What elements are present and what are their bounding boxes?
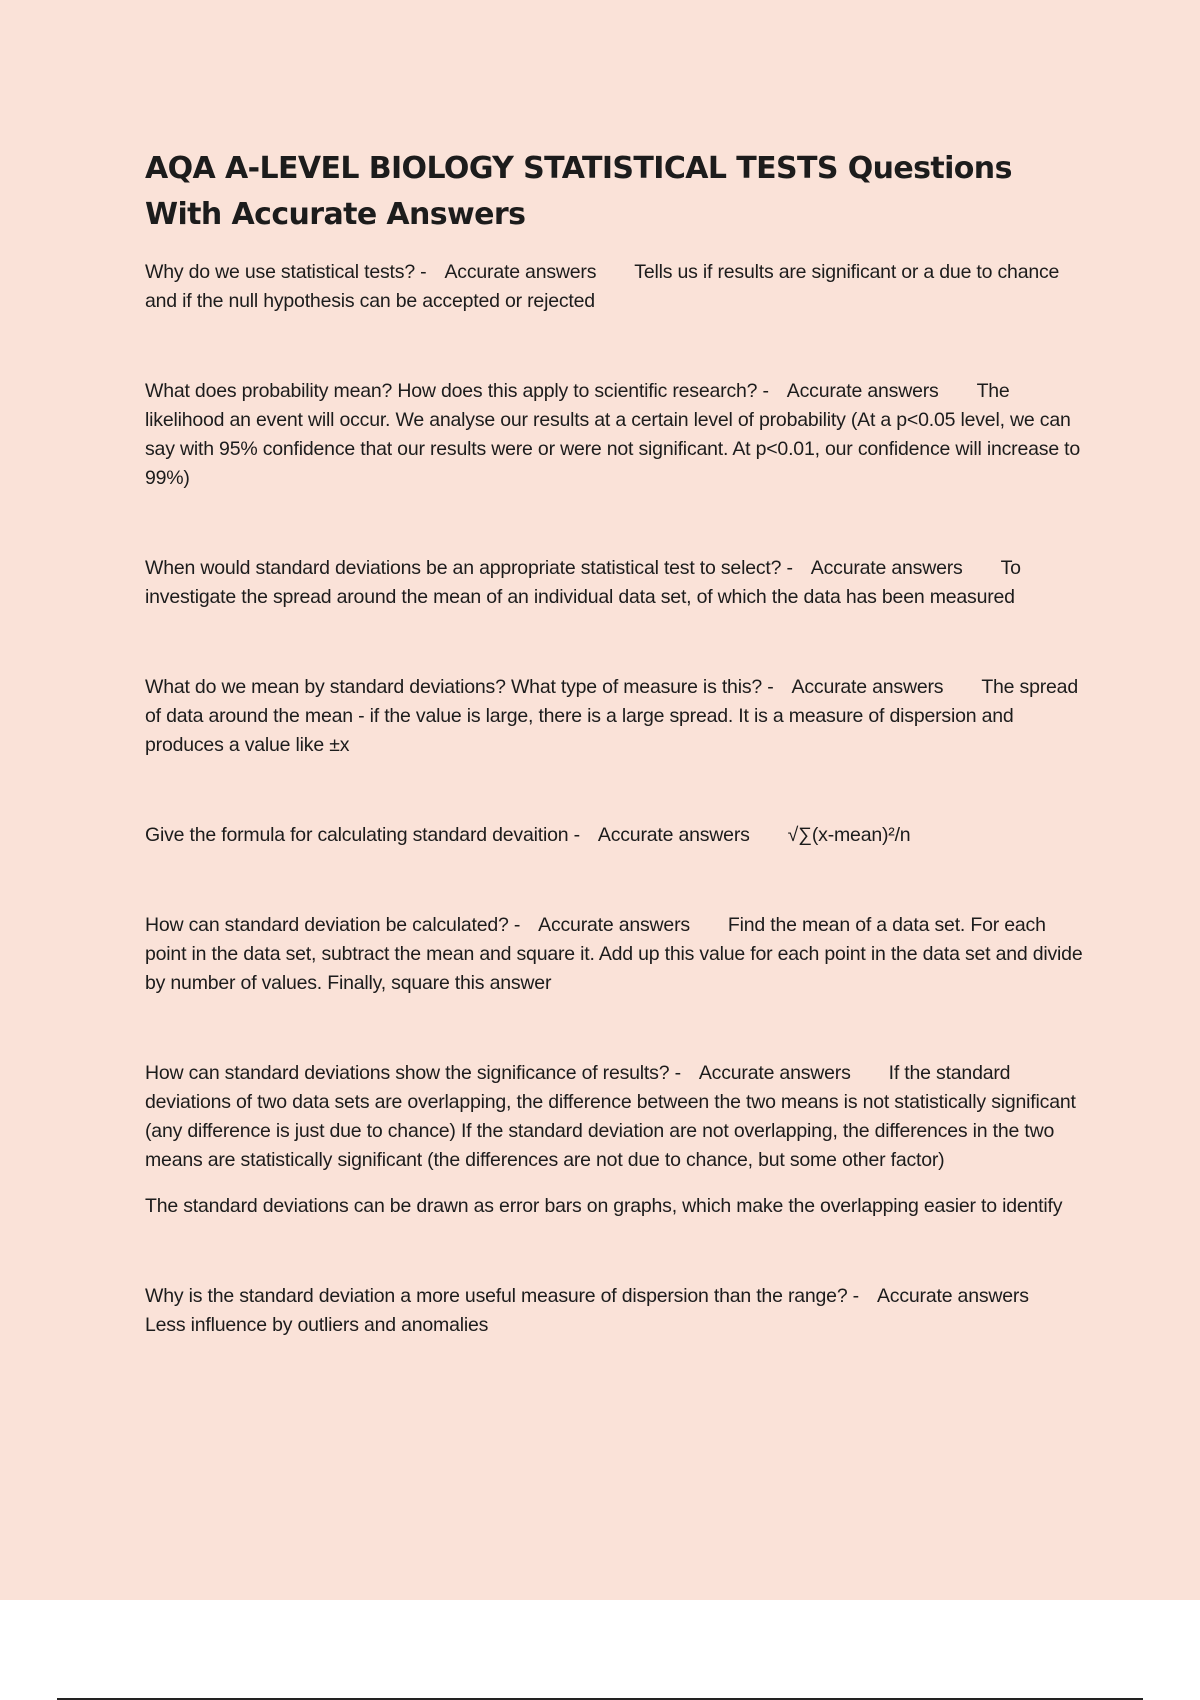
qa-item [145,1282,1090,1340]
question-text: When would standard deviations be an appropriate statistical test to select? - [145,557,793,579]
document-content [145,146,1090,1340]
answer-label: Accurate answers [538,914,690,936]
page-title: AQA A-LEVEL BIOLOGY STATISTICAL TESTS Questions With Accurate Answers [145,151,1012,232]
qa-item [145,673,1090,760]
answer-text: The likelihood an event will occur. We analyse our results at a certain level of probability (At a p<0.05 level, we can say with 95% confidence that our results were or were not significant. At p<0.01, our confidence will increase to 99%) [145,380,1081,489]
qa-item [145,377,1090,493]
answer-label: Accurate answers [791,676,944,698]
answer-text: To investigate the spread around the mean of an individual data set, of which the data has been measured [145,557,1021,608]
qa-item [145,554,1090,612]
qa-item [145,258,1090,316]
question-text: How can standard deviations show the significance of results? - [145,1062,681,1084]
qa-item [145,911,1090,998]
answer-continuation: The standard deviations can be drawn as error bars on graphs, which make the overlapping easier to identify [145,1195,1063,1217]
answer-formula: √∑(x-mean)²/n [787,824,911,846]
question-text: Why do we use statistical tests? - [145,261,427,283]
answer-text: Tells us if results are significant or a due to chance and if the null hypothesis can be accepted or rejected [145,261,1060,312]
question-text: What do we mean by standard deviations? What type of measure is this? - [145,676,774,698]
qa-item [145,1059,1090,1175]
answer-text: Find the mean of a data set. For each point in the data set, subtract the mean and square it. Add up this value for each point in the data set and divide by number of values. Finally, square this answer [145,914,1083,994]
question-text: Give the formula for calculating standard devaition - [145,824,580,846]
answer-text: Less influence by outliers and anomalies [145,1314,489,1336]
answer-label: Accurate answers [698,1062,851,1084]
answer-text: If the standard deviations of two data sets are overlapping, the difference between the two means is not statistically significant (any difference is just due to chance) If the standard deviation are not overlapping, the differences in the two means are statistically significant (the differences are not due to chance, but some other factor) [145,1062,1076,1171]
answer-label: Accurate answers [810,557,963,579]
question-text: How can standard deviation be calculated? - [145,914,521,936]
question-text: What does probability mean? How does this apply to scientific research? - [145,380,769,402]
answer-text: The spread of data around the mean - if the value is large, there is a large spread. It is a measure of dispersion and produces a value like ±x [145,676,1078,756]
question-text: Why is the standard deviation a more useful measure of dispersion than the range? - [145,1285,859,1307]
answer-label: Accurate answers [786,380,939,402]
qa-item [145,821,1090,850]
answer-label: Accurate answers [597,824,750,846]
answer-label: Accurate answers [444,261,597,283]
answer-label: Accurate answers [876,1285,1029,1307]
